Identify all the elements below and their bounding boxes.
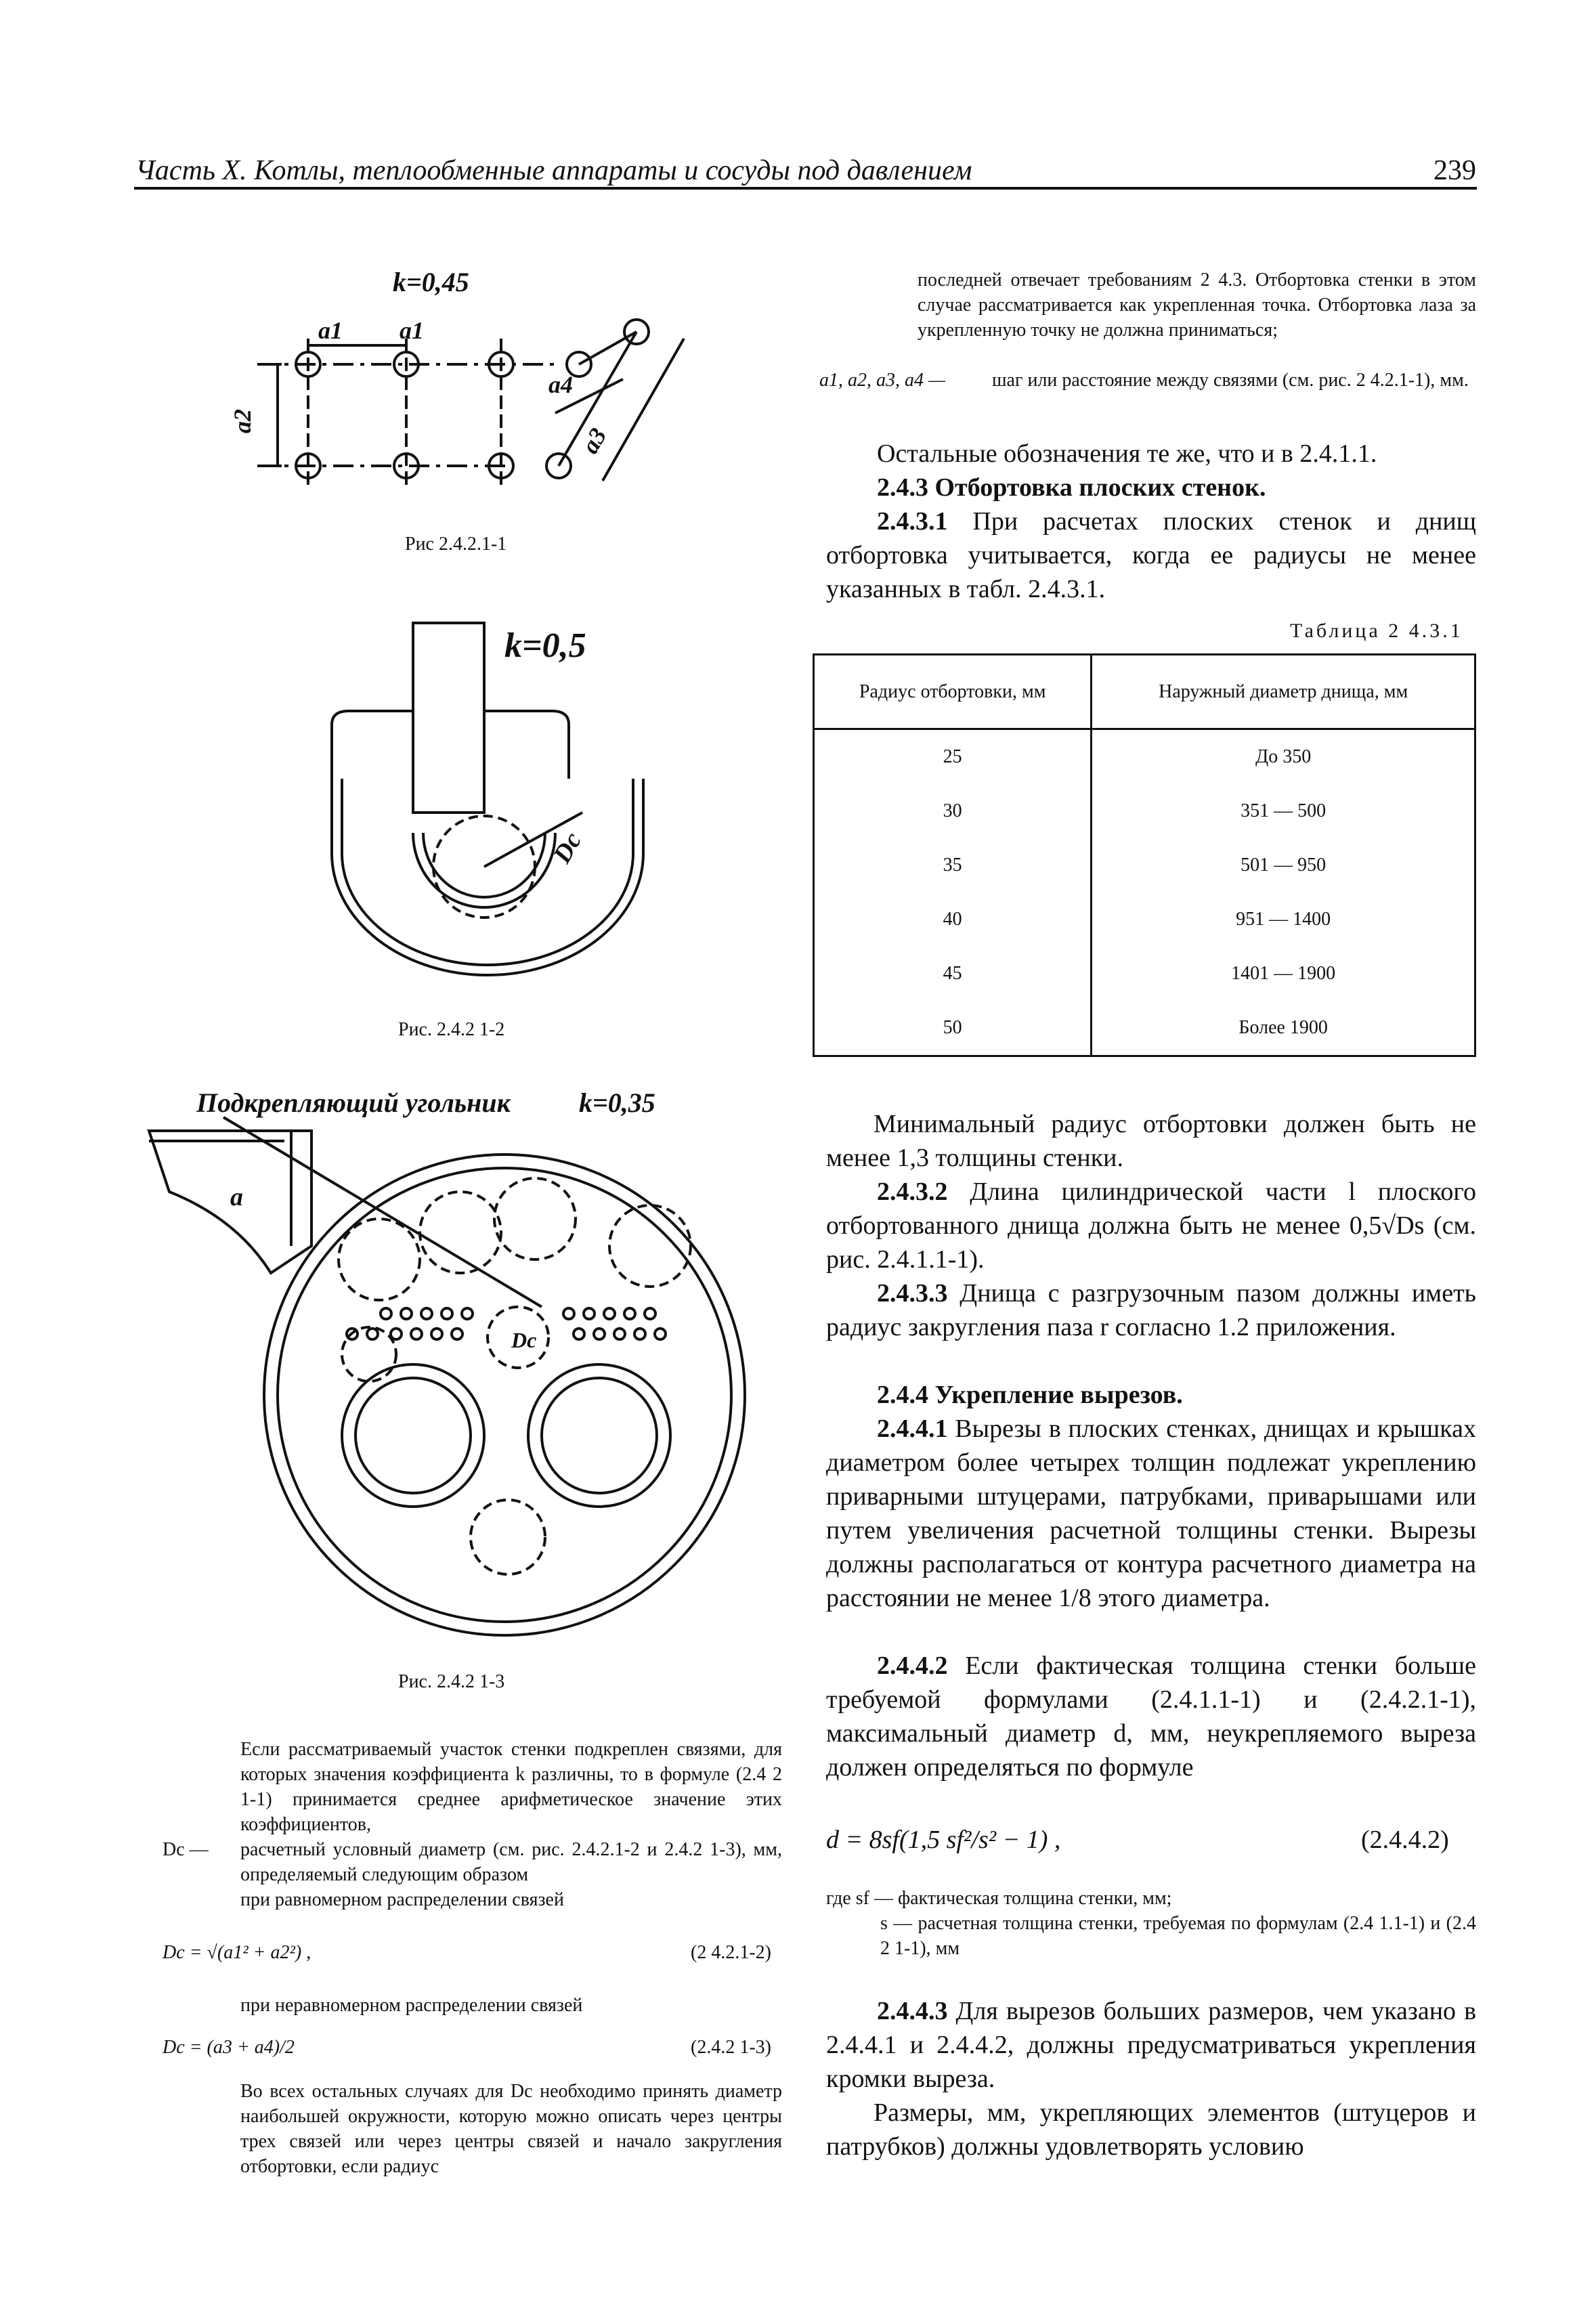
page-number: 239 xyxy=(1433,155,1476,186)
table-cell: 1401 — 1900 xyxy=(1092,947,1475,1001)
table-cell: 951 — 1400 xyxy=(1092,892,1475,947)
equation-2-4-4-2: d = 8sf(1,5 sf²/s² − 1) , xyxy=(826,1826,1061,1854)
table-cell: До 350 xyxy=(1092,729,1475,785)
paragraph-2-4-4-1 xyxy=(826,1412,1476,1615)
paragraph-2-4-3-1-number: 2.4.3.1 xyxy=(877,507,948,536)
fig1-k-label: k=0,45 xyxy=(393,267,469,297)
table-cell: 35 xyxy=(814,838,1092,892)
a-definition: шаг или расстояние между связями (см. рис. 2 4.2.1-1), мм. xyxy=(992,370,1469,391)
dc-definition: расчетный условный диаметр (см. рис. 2.4.2.1-2 и 2.4.2 1-3), мм, определяемый следующим образом xyxy=(240,1839,782,1885)
paragraph-2-4-4-2-number: 2.4.4.2 xyxy=(877,1652,948,1680)
fig3-drum-section xyxy=(264,1155,745,1635)
fig2-k-label: k=0,5 xyxy=(504,626,586,665)
closing-paragraph: Размеры, мм, укрепляющих элементов (штуцеров и патрубков) должны удовлетворять условию xyxy=(826,2098,1476,2161)
equation-2-4-2-1-2-number: (2 4.2.1-2) xyxy=(691,1942,771,1963)
table-row xyxy=(814,838,1475,892)
fig1-label-a3: a3 xyxy=(576,423,612,458)
fig3-angle-detail xyxy=(149,1117,542,1307)
where-sf: где sf — фактическая толщина стенки, мм; xyxy=(826,1888,1172,1909)
table-cell: 50 xyxy=(814,1001,1092,1056)
paragraph-2-4-4-2 xyxy=(826,1649,1476,1784)
figure-2-4-2-1-3 xyxy=(135,1083,779,1645)
table-cell: Более 1900 xyxy=(1092,1001,1475,1056)
table-title: Таблица 2 4.3.1 xyxy=(1290,620,1463,642)
fig2-bottom-section xyxy=(332,623,643,975)
table-cell: 501 — 950 xyxy=(1092,838,1475,892)
paragraph-2-4-3-3-text: Днища с разгрузочным пазом должны иметь радиус закругления паза r согласно 1.2 приложения. xyxy=(826,1279,1477,1341)
table-header-radius: Радиус отбортовки, мм xyxy=(814,655,1092,729)
table-row xyxy=(814,729,1475,785)
a-symbols: a1, a2, a3, a4 — xyxy=(819,370,945,391)
paragraph-2-4-4-3 xyxy=(826,1994,1476,2096)
paragraph-2-4-4-1-text: Вырезы в плоских стенках, днищах и крышках диаметром более четырех толщин подлежат укреплению приварными штуцерами, патрубками, приварышами или путем увеличения расчетной толщины стенки. Вырезы должны располагаться от контура расчетного диаметра на расстоянии не менее 1/8 этого диаметра. xyxy=(826,1415,1477,1612)
figure-2-4-2-1-1 xyxy=(217,264,704,508)
right-top-paragraph: последней отвечает требованиям 2 4.3. Отбортовка стенки в этом случае рассматривается как укрепленная точка. Отбортовка лаза за укрепленную точку не должна приниматься; xyxy=(918,269,1476,341)
fig2-dc-label: Dc xyxy=(547,827,588,868)
paragraph-2-4-3-1 xyxy=(826,504,1476,606)
paragraph-2-4-3-1-text: При расчетах плоских стенок и днищ отбортовка учитывается, когда ее радиусы не менее указанных в табл. 2.4.3.1. xyxy=(826,507,1477,603)
dc-symbol: Dc — xyxy=(163,1839,209,1860)
figure-2-4-2-1-2 xyxy=(311,609,691,989)
paragraph-2-4-3-2 xyxy=(826,1175,1476,1276)
equation-2-4-4-2-number: (2.4.4.2) xyxy=(1361,1826,1449,1854)
fig1-caption: Рис 2.4.2.1-1 xyxy=(405,534,507,555)
fig3-title: Подкрепляющий угольник xyxy=(196,1087,511,1118)
left-paragraph-1: Если рассматриваемый участок стенки подкреплен связями, для которых значения коэффициента k различны, то в формуле (2.4 2 1-1) принимается среднее арифметическое значение этих коэффициентов, xyxy=(240,1739,782,1835)
min-radius-paragraph: Минимальный радиус отбортовки должен быть не менее 1,3 толщины стенки. xyxy=(826,1110,1476,1172)
equation-2-4-2-1-3: Dc = (a3 + a4)/2 xyxy=(163,2037,295,2058)
running-header-title: Часть X. Котлы, теплообменные аппараты и сосуды под давлением xyxy=(135,155,972,186)
fig1-label-a1-right: a1 xyxy=(400,317,424,344)
section-2-4-3-heading: 2.4.3 Отбортовка плоских стенок. xyxy=(877,473,1266,502)
fig3-caption: Рис. 2.4.2 1-3 xyxy=(398,1671,505,1692)
paragraph-2-4-3-3 xyxy=(826,1276,1476,1344)
left-paragraph-2: Во всех остальных случаях для Dc необходимо принять диаметр наибольшей окружности, которую можно описать через центры трех связей или через центры связей и начало закругления отбортовки, если радиус xyxy=(240,2081,782,2177)
table-cell: 40 xyxy=(814,892,1092,947)
table-row xyxy=(814,947,1475,1001)
equation-2-4-2-1-3-number: (2.4.2 1-3) xyxy=(691,2037,771,2058)
header-rule xyxy=(134,187,1477,190)
fig3-angle-label: a xyxy=(230,1183,243,1211)
section-2-4-4-heading: 2.4.4 Укрепление вырезов. xyxy=(877,1381,1183,1409)
paragraph-2-4-4-1-number: 2.4.4.1 xyxy=(877,1415,948,1443)
flange-radius-table xyxy=(813,653,1476,1057)
where-s: s — расчетная толщина стенки, требуемая по формулам (2.4 1.1-1) и (2.4 2 1-1), мм xyxy=(880,1913,1476,1959)
fig3-k-label: k=0,35 xyxy=(579,1087,655,1118)
table-cell: 351 — 500 xyxy=(1092,784,1475,838)
fig2-caption: Рис. 2.4.2 1-2 xyxy=(398,1019,505,1040)
fig1-label-a4: a4 xyxy=(548,371,573,398)
fig1-label-a2: a2 xyxy=(229,409,256,433)
uniform-label: при равномерном распределении связей xyxy=(240,1889,564,1910)
table-cell: 25 xyxy=(814,729,1092,785)
fig1-label-a1-left: a1 xyxy=(318,317,343,344)
table-cell: 45 xyxy=(814,947,1092,1001)
table-cell: 30 xyxy=(814,784,1092,838)
fig1-stay-grid xyxy=(257,320,684,488)
paragraph-2-4-3-3-number: 2.4.3.3 xyxy=(877,1279,948,1308)
paragraph-2-4-3-2-text: Длина цилиндрической части l плоского отбортованного днища должна быть не менее 0,5√Ds (см. рис. 2.4.1.1-1). xyxy=(826,1178,1476,1274)
paragraph-2-4-3-2-number: 2.4.3.2 xyxy=(877,1178,948,1206)
table-row xyxy=(814,784,1475,838)
table-header-diameter: Наружный диаметр днища, мм xyxy=(1092,655,1475,729)
paragraph-2-4-4-3-number: 2.4.4.3 xyxy=(877,1997,948,2025)
fig3-dc-label: Dc xyxy=(511,1328,537,1352)
table-row xyxy=(814,1001,1475,1056)
other-notation: Остальные обозначения те же, что и в 2.4.1.1. xyxy=(877,439,1377,468)
equation-2-4-2-1-2: Dc = √(a1² + a2²) , xyxy=(163,1942,311,1963)
table-row xyxy=(814,892,1475,947)
nonuniform-label: при неравномерном распределении связей xyxy=(240,1995,583,2016)
paragraph-2-4-4-3-text: Для вырезов больших размеров, чем указано в 2.4.4.1 и 2.4.4.2, должны предусматриваться укрепления кромки выреза. xyxy=(826,1997,1477,2093)
paragraph-2-4-4-2-text: Если фактическая толщина стенки больше требуемой формулами (2.4.1.1-1) и (2.4.2.1-1), максимальный диаметр d, мм, неукрепляемого выреза должен определяться по формуле xyxy=(826,1652,1477,1782)
